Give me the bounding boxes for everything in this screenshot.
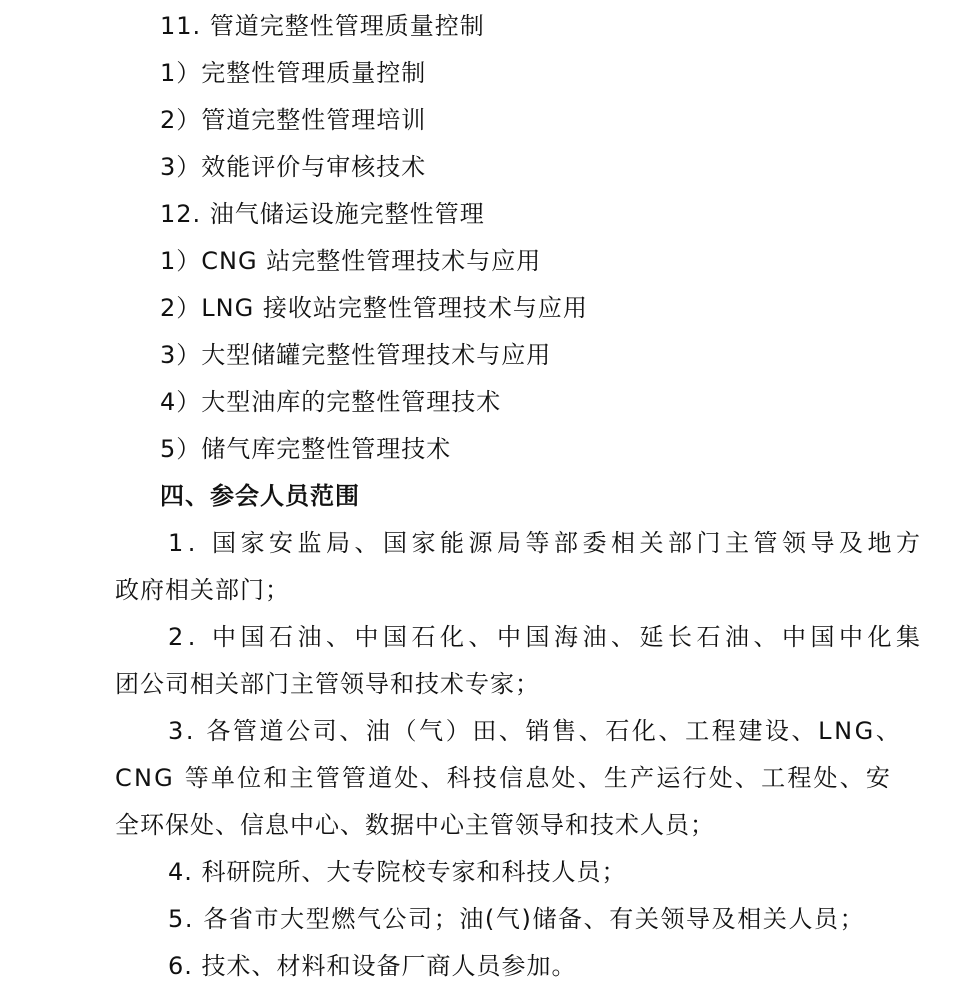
participants-p3-line1: 3. 各管道公司、油（气）田、销售、石化、工程建设、LNG、 (168, 717, 903, 745)
participants-p2-line2: 团公司相关部门主管领导和技术专家； (115, 670, 540, 698)
section-12-title: 12. 油气储运设施完整性管理 (160, 200, 485, 228)
section-12-item-2: 2）LNG 接收站完整性管理技术与应用 (160, 294, 588, 322)
participants-p6: 6. 技术、材料和设备厂商人员参加。 (168, 952, 577, 980)
participants-p1-line2: 政府相关部门； (115, 576, 290, 604)
participants-heading: 四、参会人员范围 (160, 482, 360, 510)
participants-p2-line1: 2. 中国石油、中国石化、中国海油、延长石油、中国中化集 (168, 623, 925, 651)
section-11-item-2: 2）管道完整性管理培训 (160, 106, 427, 134)
section-11-item-3: 3）效能评价与审核技术 (160, 153, 427, 181)
section-12-item-3: 3）大型储罐完整性管理技术与应用 (160, 341, 552, 369)
section-11-title: 11. 管道完整性管理质量控制 (160, 12, 485, 40)
participants-p5: 5. 各省市大型燃气公司；油(气)储备、有关领导及相关人员； (168, 905, 866, 933)
participants-p3-line2: CNG 等单位和主管管道处、科技信息处、生产运行处、工程处、安 (115, 764, 893, 792)
participants-p1-line1: 1. 国家安监局、国家能源局等部委相关部门主管领导及地方 (168, 529, 925, 557)
section-11-item-1: 1）完整性管理质量控制 (160, 59, 427, 87)
participants-p3-line3: 全环保处、信息中心、数据中心主管领导和技术人员； (115, 811, 715, 839)
section-12-item-4: 4）大型油库的完整性管理技术 (160, 388, 502, 416)
participants-p4: 4. 科研院所、大专院校专家和科技人员； (168, 858, 627, 886)
section-12-item-5: 5）储气库完整性管理技术 (160, 435, 452, 463)
section-12-item-1: 1）CNG 站完整性管理技术与应用 (160, 247, 542, 275)
